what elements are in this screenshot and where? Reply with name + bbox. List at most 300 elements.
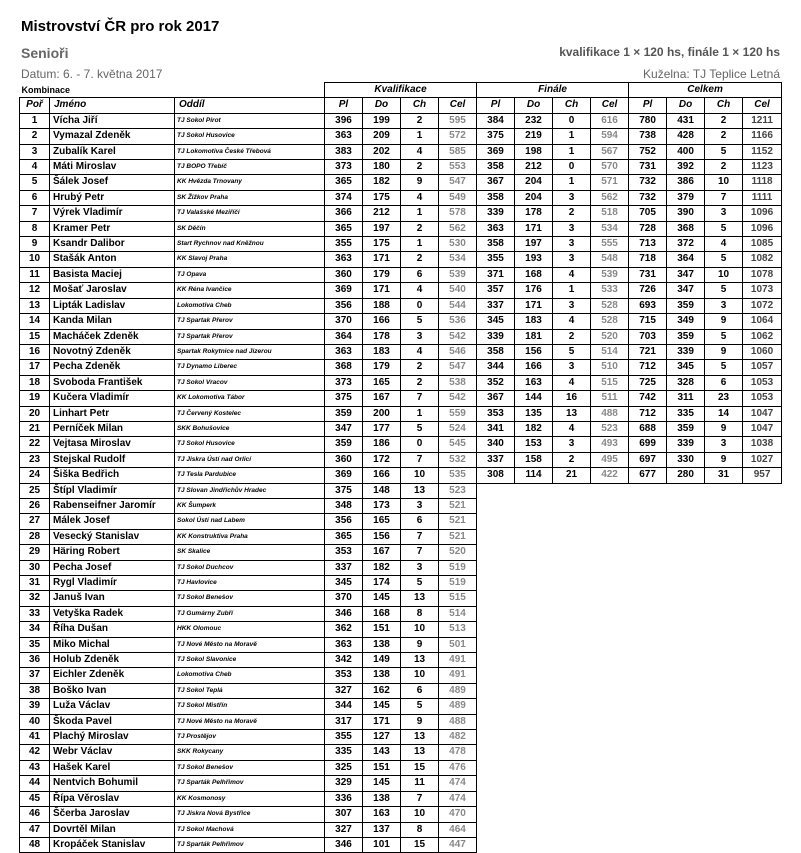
- rank-cell: 15: [20, 329, 50, 344]
- empty-cell: [705, 760, 743, 775]
- final-cell: 1: [553, 144, 591, 159]
- col-f-ch: Ch: [553, 98, 591, 113]
- total-cell: 715: [629, 314, 667, 329]
- qualification-cell: 186: [363, 437, 401, 452]
- empty-cell: [553, 591, 591, 606]
- total-cell: 7: [705, 190, 743, 205]
- table-row: [20, 160, 782, 175]
- qualification-cell: 156: [363, 529, 401, 544]
- qualification-cell: 175: [363, 237, 401, 252]
- qualification-cell: 359: [325, 437, 363, 452]
- empty-cell: [553, 498, 591, 513]
- col-t-do: Do: [667, 98, 705, 113]
- qualification-cell: 553: [439, 160, 477, 175]
- rank-cell: 30: [20, 560, 50, 575]
- empty-cell: [477, 529, 515, 544]
- empty-cell: [591, 637, 629, 652]
- qualification-cell: 0: [401, 298, 439, 313]
- total-cell: 347: [667, 267, 705, 282]
- rank-cell: 35: [20, 637, 50, 652]
- total-cell: 693: [629, 298, 667, 313]
- col-f-pl: Pl: [477, 98, 515, 113]
- total-cell: 14: [705, 406, 743, 421]
- club-cell: TJ Nové Město na Moravě: [175, 714, 325, 729]
- qualification-cell: 3: [401, 329, 439, 344]
- table-row: [20, 452, 782, 467]
- name-cell: Řípa Věroslav: [50, 791, 175, 806]
- club-cell: KK Réna Ivančice: [175, 283, 325, 298]
- qualification-cell: 369: [325, 468, 363, 483]
- empty-cell: [515, 730, 553, 745]
- empty-cell: [743, 699, 782, 714]
- rank-cell: 13: [20, 298, 50, 313]
- empty-cell: [477, 776, 515, 791]
- qualification-cell: 337: [325, 560, 363, 575]
- empty-cell: [629, 560, 667, 575]
- final-cell: 3: [553, 237, 591, 252]
- final-cell: 341: [477, 421, 515, 436]
- table-row: [20, 591, 782, 606]
- empty-cell: [553, 560, 591, 575]
- qualification-cell: 13: [401, 730, 439, 745]
- empty-cell: [591, 606, 629, 621]
- club-cell: KK Slavoj Praha: [175, 252, 325, 267]
- club-cell: KK Hvězda Trnovany: [175, 175, 325, 190]
- empty-cell: [667, 699, 705, 714]
- empty-cell: [553, 730, 591, 745]
- total-cell: 4: [705, 237, 743, 252]
- qualification-cell: 521: [439, 514, 477, 529]
- empty-cell: [705, 622, 743, 637]
- qualification-cell: 514: [439, 606, 477, 621]
- total-cell: 1211: [743, 113, 782, 128]
- empty-cell: [515, 807, 553, 822]
- qualification-cell: 8: [401, 822, 439, 837]
- name-cell: Mošať Jaroslav: [50, 283, 175, 298]
- empty-cell: [743, 760, 782, 775]
- qualification-cell: 365: [325, 221, 363, 236]
- rank-cell: 19: [20, 391, 50, 406]
- total-cell: 2: [705, 160, 743, 175]
- club-cell: TJ Slovan Jindřichův Hradec: [175, 483, 325, 498]
- qualification-cell: 165: [363, 514, 401, 529]
- total-cell: 3: [705, 298, 743, 313]
- final-cell: 1: [553, 283, 591, 298]
- empty-cell: [477, 714, 515, 729]
- qualification-cell: 5: [401, 314, 439, 329]
- qualification-cell: 183: [363, 344, 401, 359]
- empty-cell: [477, 498, 515, 513]
- results-body: [20, 113, 782, 853]
- final-cell: 369: [477, 144, 515, 159]
- col-q-cel: Cel: [439, 98, 477, 113]
- table-row: [20, 129, 782, 144]
- qualification-cell: 396: [325, 113, 363, 128]
- empty-cell: [591, 498, 629, 513]
- qualification-cell: 4: [401, 283, 439, 298]
- empty-cell: [667, 730, 705, 745]
- total-cell: 1038: [743, 437, 782, 452]
- name-cell: Štípl Vladimír: [50, 483, 175, 498]
- empty-cell: [667, 745, 705, 760]
- table-row: [20, 468, 782, 483]
- qualification-cell: 515: [439, 591, 477, 606]
- total-cell: 10: [705, 175, 743, 190]
- empty-cell: [553, 653, 591, 668]
- total-cell: 957: [743, 468, 782, 483]
- rank-cell: 5: [20, 175, 50, 190]
- empty-cell: [591, 730, 629, 745]
- final-cell: 571: [591, 175, 629, 190]
- empty-cell: [591, 760, 629, 775]
- qualification-cell: 353: [325, 668, 363, 683]
- qualification-cell: 10: [401, 468, 439, 483]
- final-cell: 193: [515, 252, 553, 267]
- name-cell: Rygl Vladimír: [50, 576, 175, 591]
- rank-cell: 3: [20, 144, 50, 159]
- club-cell: TJ Valašské Meziříčí: [175, 206, 325, 221]
- qualification-cell: 523: [439, 483, 477, 498]
- total-cell: 1047: [743, 421, 782, 436]
- empty-cell: [515, 760, 553, 775]
- total-cell: 5: [705, 252, 743, 267]
- name-cell: Říha Dušan: [50, 622, 175, 637]
- qualification-cell: 530: [439, 237, 477, 252]
- total-cell: 1078: [743, 267, 782, 282]
- qualification-cell: 355: [325, 237, 363, 252]
- final-cell: 4: [553, 421, 591, 436]
- table-row: [20, 221, 782, 236]
- qualification-cell: 138: [363, 668, 401, 683]
- qualification-cell: 7: [401, 452, 439, 467]
- table-row: [20, 576, 782, 591]
- empty-cell: [743, 837, 782, 852]
- empty-cell: [629, 498, 667, 513]
- final-cell: 212: [515, 160, 553, 175]
- format-label: kvalifikace 1 × 120 hs, finále 1 × 120 hs: [559, 45, 780, 59]
- qualification-cell: 197: [363, 221, 401, 236]
- table-row: [20, 776, 782, 791]
- club-cell: SKK Rokycany: [175, 745, 325, 760]
- final-cell: 339: [477, 329, 515, 344]
- qualification-cell: 532: [439, 452, 477, 467]
- empty-cell: [515, 653, 553, 668]
- table-row: [20, 683, 782, 698]
- rank-cell: 40: [20, 714, 50, 729]
- qualification-cell: 545: [439, 437, 477, 452]
- name-cell: Holub Zdeněk: [50, 653, 175, 668]
- name-cell: Zubalík Karel: [50, 144, 175, 159]
- qualification-cell: 5: [401, 421, 439, 436]
- table-row: [20, 822, 782, 837]
- empty-cell: [743, 514, 782, 529]
- qualification-cell: 10: [401, 668, 439, 683]
- rank-cell: 10: [20, 252, 50, 267]
- table-row: [20, 375, 782, 390]
- final-cell: 163: [515, 375, 553, 390]
- final-cell: 2: [553, 329, 591, 344]
- name-cell: Hrubý Petr: [50, 190, 175, 205]
- qualification-cell: 13: [401, 745, 439, 760]
- name-cell: Šiška Bedřich: [50, 468, 175, 483]
- empty-cell: [553, 576, 591, 591]
- table-row: [20, 175, 782, 190]
- qualification-cell: 179: [363, 267, 401, 282]
- empty-cell: [667, 683, 705, 698]
- empty-cell: [629, 822, 667, 837]
- total-cell: 428: [667, 129, 705, 144]
- qualification-cell: 535: [439, 468, 477, 483]
- total-cell: 9: [705, 344, 743, 359]
- total-cell: 5: [705, 283, 743, 298]
- name-cell: Vícha Jiří: [50, 113, 175, 128]
- total-cell: 725: [629, 375, 667, 390]
- name-cell: Stašák Anton: [50, 252, 175, 267]
- qualification-cell: 373: [325, 160, 363, 175]
- empty-cell: [667, 545, 705, 560]
- total-cell: 1073: [743, 283, 782, 298]
- empty-cell: [477, 837, 515, 852]
- empty-cell: [705, 483, 743, 498]
- empty-cell: [705, 822, 743, 837]
- qualification-cell: 2: [401, 160, 439, 175]
- qualification-cell: 370: [325, 591, 363, 606]
- final-cell: 367: [477, 391, 515, 406]
- rank-cell: 12: [20, 283, 50, 298]
- final-cell: 204: [515, 175, 553, 190]
- empty-cell: [515, 591, 553, 606]
- empty-cell: [515, 837, 553, 852]
- total-cell: 1082: [743, 252, 782, 267]
- qualification-cell: 1: [401, 129, 439, 144]
- qualification-cell: 172: [363, 452, 401, 467]
- final-cell: 198: [515, 144, 553, 159]
- total-cell: 1062: [743, 329, 782, 344]
- empty-cell: [705, 576, 743, 591]
- empty-cell: [553, 807, 591, 822]
- name-cell: Škoda Pavel: [50, 714, 175, 729]
- empty-cell: [705, 668, 743, 683]
- final-cell: 135: [515, 406, 553, 421]
- name-cell: Pecha Zdeněk: [50, 360, 175, 375]
- qualification-cell: 178: [363, 329, 401, 344]
- qualification-cell: 6: [401, 683, 439, 698]
- qualification-cell: 363: [325, 637, 363, 652]
- qualification-cell: 4: [401, 190, 439, 205]
- qualification-cell: 559: [439, 406, 477, 421]
- qualification-cell: 166: [363, 468, 401, 483]
- club-cell: TJ Prostějov: [175, 730, 325, 745]
- venue-label: Kuželna: TJ Teplice Letná: [643, 67, 780, 81]
- total-cell: 677: [629, 468, 667, 483]
- empty-cell: [515, 791, 553, 806]
- col-rank: Poř: [20, 98, 50, 113]
- qualification-cell: 363: [325, 129, 363, 144]
- table-row: [20, 314, 782, 329]
- col-name: Jméno: [50, 98, 175, 113]
- empty-cell: [553, 745, 591, 760]
- rank-cell: 38: [20, 683, 50, 698]
- empty-cell: [743, 776, 782, 791]
- empty-cell: [515, 668, 553, 683]
- empty-cell: [743, 606, 782, 621]
- qualification-cell: 149: [363, 653, 401, 668]
- table-row: [20, 437, 782, 452]
- qualification-cell: 383: [325, 144, 363, 159]
- empty-cell: [629, 730, 667, 745]
- qualification-cell: 10: [401, 807, 439, 822]
- final-cell: 3: [553, 190, 591, 205]
- total-cell: 738: [629, 129, 667, 144]
- club-cell: Lokomotiva Cheb: [175, 668, 325, 683]
- rank-cell: 21: [20, 421, 50, 436]
- qualification-cell: 539: [439, 267, 477, 282]
- final-cell: 153: [515, 437, 553, 452]
- total-cell: 703: [629, 329, 667, 344]
- empty-cell: [515, 637, 553, 652]
- empty-cell: [629, 545, 667, 560]
- empty-cell: [629, 807, 667, 822]
- empty-cell: [743, 745, 782, 760]
- club-cell: KK Kosmonosy: [175, 791, 325, 806]
- final-cell: 337: [477, 452, 515, 467]
- final-cell: 594: [591, 129, 629, 144]
- qualification-cell: 127: [363, 730, 401, 745]
- qualification-cell: 365: [325, 175, 363, 190]
- qualification-cell: 200: [363, 406, 401, 421]
- col-q-do: Do: [363, 98, 401, 113]
- final-cell: 1: [553, 175, 591, 190]
- qualification-cell: 356: [325, 298, 363, 313]
- club-cell: TJ Sokol Benešov: [175, 760, 325, 775]
- club-cell: KK Lokomotiva Tábor: [175, 391, 325, 406]
- table-row: [20, 391, 782, 406]
- empty-cell: [591, 560, 629, 575]
- final-cell: 183: [515, 314, 553, 329]
- final-cell: 168: [515, 267, 553, 282]
- empty-cell: [477, 514, 515, 529]
- qualification-cell: 542: [439, 391, 477, 406]
- info-line: [21, 67, 780, 81]
- final-cell: 357: [477, 283, 515, 298]
- total-cell: 386: [667, 175, 705, 190]
- table-row: [20, 113, 782, 128]
- group-total: Celkem: [629, 83, 782, 98]
- club-cell: TJ Dynamo Liberec: [175, 360, 325, 375]
- qualification-cell: 374: [325, 190, 363, 205]
- qualification-cell: 7: [401, 391, 439, 406]
- qualification-cell: 175: [363, 190, 401, 205]
- qualification-cell: 546: [439, 344, 477, 359]
- final-cell: 337: [477, 298, 515, 313]
- name-cell: Šálek Josef: [50, 175, 175, 190]
- final-cell: 166: [515, 360, 553, 375]
- empty-cell: [705, 714, 743, 729]
- total-cell: 1085: [743, 237, 782, 252]
- final-cell: 514: [591, 344, 629, 359]
- empty-cell: [629, 791, 667, 806]
- total-cell: 359: [667, 421, 705, 436]
- col-t-cel: Cel: [743, 98, 782, 113]
- rank-cell: 47: [20, 822, 50, 837]
- rank-cell: 4: [20, 160, 50, 175]
- rank-cell: 16: [20, 344, 50, 359]
- qualification-cell: 578: [439, 206, 477, 221]
- qualification-cell: 488: [439, 714, 477, 729]
- empty-cell: [629, 745, 667, 760]
- qualification-cell: 476: [439, 760, 477, 775]
- club-cell: TJ Sokol Husovice: [175, 129, 325, 144]
- empty-cell: [591, 483, 629, 498]
- empty-cell: [705, 498, 743, 513]
- empty-cell: [477, 730, 515, 745]
- name-cell: Ksandr Dalibor: [50, 237, 175, 252]
- club-cell: TJ Červený Kostelec: [175, 406, 325, 421]
- club-cell: TJ Spartak Přerov: [175, 329, 325, 344]
- empty-cell: [477, 822, 515, 837]
- final-cell: 4: [553, 314, 591, 329]
- qualification-cell: 138: [363, 791, 401, 806]
- table-row: [20, 190, 782, 205]
- club-cell: TJ Lokomotiva České Třebová: [175, 144, 325, 159]
- qualification-cell: 534: [439, 252, 477, 267]
- final-cell: 495: [591, 452, 629, 467]
- rank-cell: 25: [20, 483, 50, 498]
- empty-cell: [705, 683, 743, 698]
- empty-cell: [515, 699, 553, 714]
- club-cell: TJ Sokol Pirot: [175, 113, 325, 128]
- qualification-cell: 524: [439, 421, 477, 436]
- total-cell: 431: [667, 113, 705, 128]
- total-cell: 339: [667, 437, 705, 452]
- club-cell: TJ Sokol Teplá: [175, 683, 325, 698]
- qualification-cell: 501: [439, 637, 477, 652]
- final-cell: 353: [477, 406, 515, 421]
- empty-cell: [629, 529, 667, 544]
- total-cell: 697: [629, 452, 667, 467]
- table-row: [20, 514, 782, 529]
- name-cell: Luža Václav: [50, 699, 175, 714]
- qualification-cell: 336: [325, 791, 363, 806]
- qualification-cell: 366: [325, 206, 363, 221]
- total-cell: 349: [667, 314, 705, 329]
- empty-cell: [553, 791, 591, 806]
- club-cell: TJ Sparták Pelhřimov: [175, 837, 325, 852]
- qualification-cell: 369: [325, 283, 363, 298]
- total-cell: 726: [629, 283, 667, 298]
- empty-cell: [743, 653, 782, 668]
- empty-cell: [629, 653, 667, 668]
- empty-cell: [743, 622, 782, 637]
- empty-cell: [743, 591, 782, 606]
- qualification-cell: 547: [439, 175, 477, 190]
- empty-cell: [667, 760, 705, 775]
- empty-cell: [629, 591, 667, 606]
- empty-cell: [591, 714, 629, 729]
- final-cell: 5: [553, 344, 591, 359]
- empty-cell: [515, 483, 553, 498]
- total-cell: 328: [667, 375, 705, 390]
- empty-cell: [591, 807, 629, 822]
- qualification-cell: 212: [363, 206, 401, 221]
- final-cell: 367: [477, 175, 515, 190]
- total-cell: 732: [629, 190, 667, 205]
- qualification-cell: 165: [363, 375, 401, 390]
- rank-cell: 33: [20, 606, 50, 621]
- total-cell: 742: [629, 391, 667, 406]
- qualification-cell: 346: [325, 606, 363, 621]
- rank-cell: 14: [20, 314, 50, 329]
